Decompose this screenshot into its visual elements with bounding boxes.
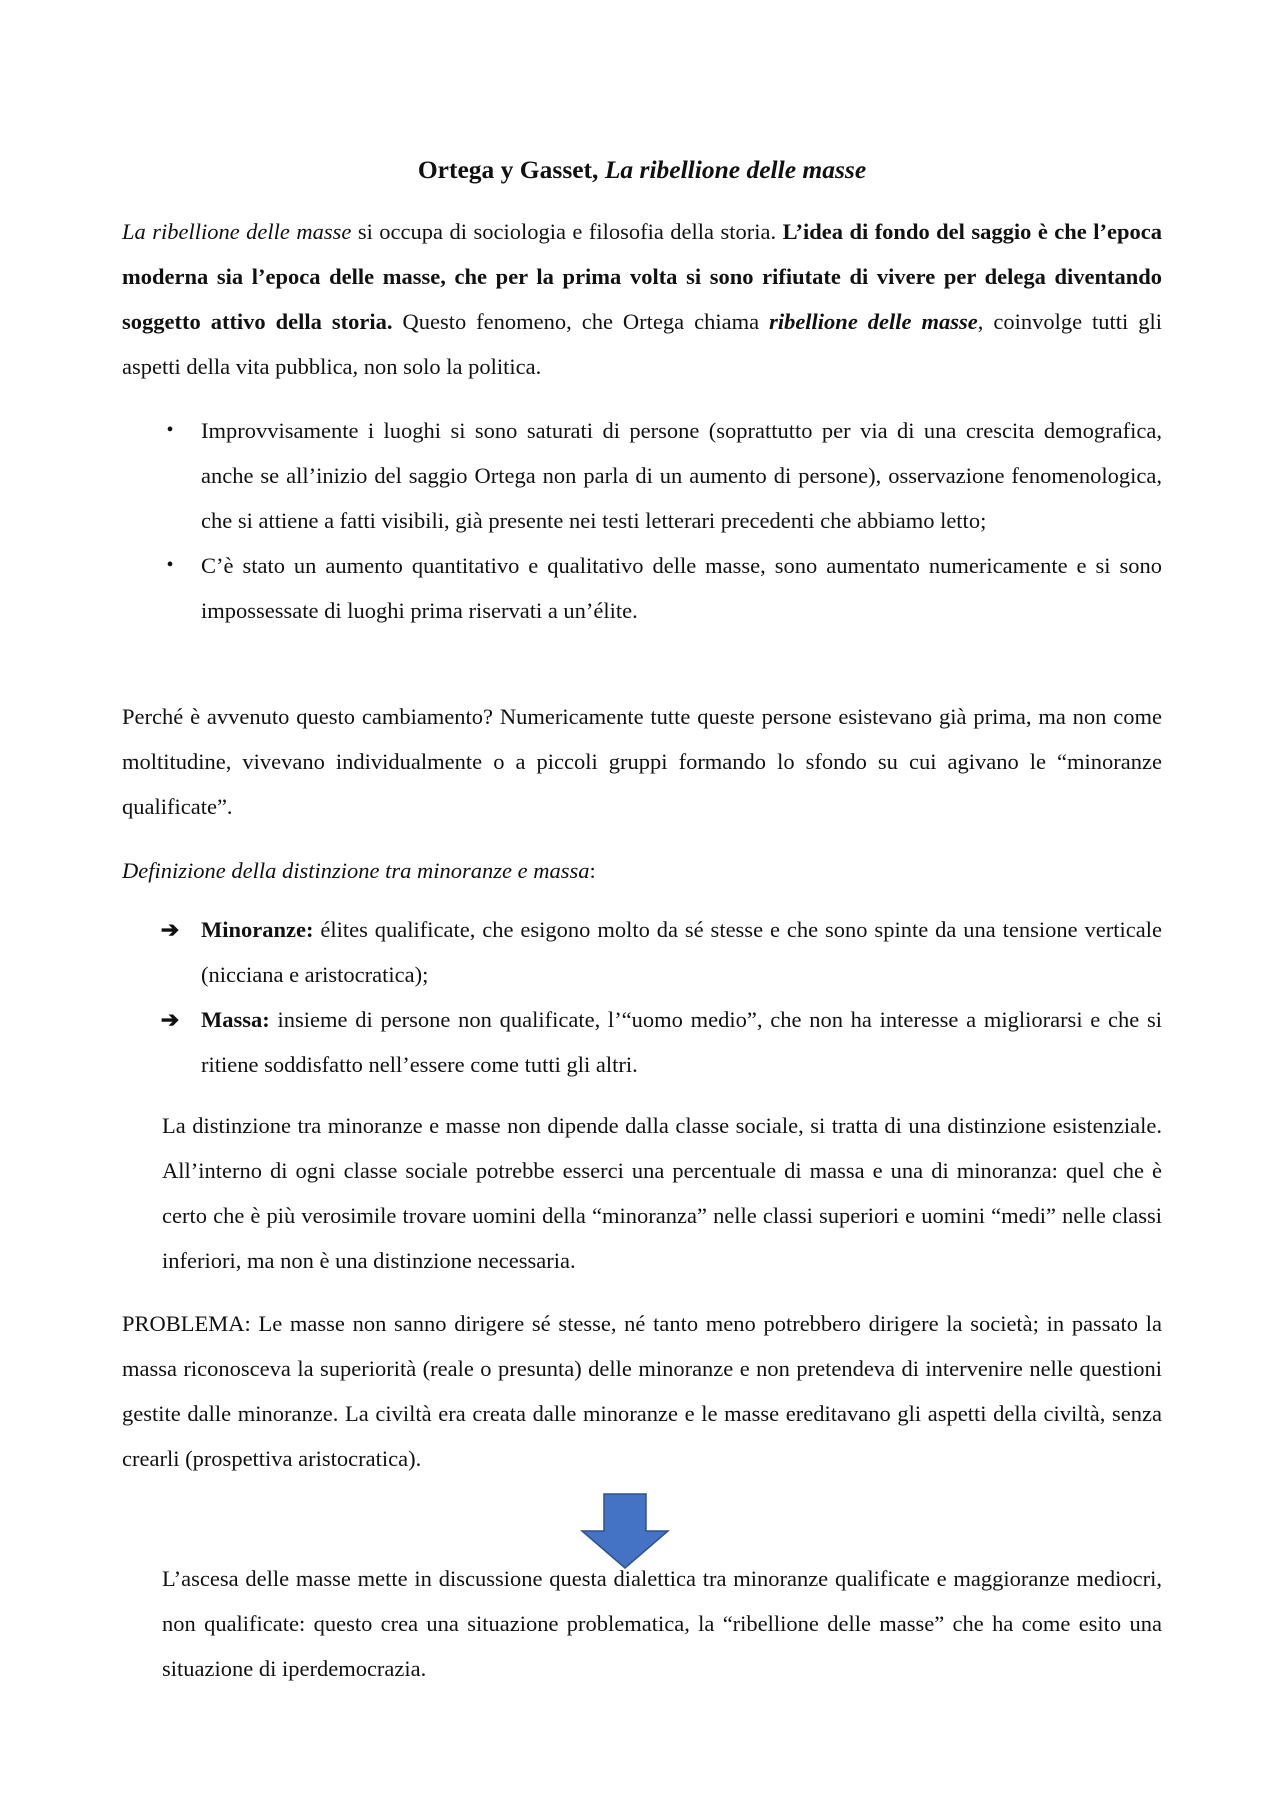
- arrow-marker-icon: ➔: [160, 917, 180, 942]
- bullet-list: [122, 408, 1162, 633]
- arrow-item-term: Massa:: [201, 1007, 270, 1032]
- title-author: Ortega y Gasset,: [417, 155, 599, 184]
- list-item: [122, 543, 1162, 633]
- arrow-item-text: insieme di persone non qualificate, l’“uomo medio”, che non ha interesse a migliorarsi e che si ritiene soddisfatto nell’essere come tutti gli altri.: [201, 1007, 1162, 1077]
- conclusion-paragraph: L’ascesa delle masse mette in discussione questa dialettica tra minoranze qualificate e maggioranze mediocri, non qualificate: questo crea una situazione problematica, la “ribellione delle masse” che ha come esito una situazione di iperdemocrazia.: [162, 1566, 1162, 1681]
- bullet-marker: •: [166, 419, 174, 441]
- bullet-text: C’è stato un aumento quantitativo e qualitativo delle masse, sono aumentato numericamente e si sono impossessate di luoghi prima riservati a un’élite.: [201, 553, 1162, 623]
- arrow-item-text: élites qualificate, che esigono molto da sé stesse e che sono spinte da una tensione verticale (nicciana e aristocratica);: [201, 917, 1162, 987]
- intro-text-1: si occupa di sociologia e filosofia della storia.: [351, 219, 783, 244]
- list-item: [122, 907, 1162, 997]
- list-item: [122, 997, 1162, 1087]
- intro-paragraph: [122, 209, 1162, 389]
- definition-label: Definizione della distinzione tra minoranze e massa: [122, 858, 590, 883]
- problem-paragraph: PROBLEMA: Le masse non sanno dirigere sé stesse, né tanto meno potrebbero dirigere la società; in passato la massa riconosceva la superiorità (reale o presunta) delle minoranze e non pretendeva di intervenire nelle questioni gestite dalle minoranze. La civiltà era creata dalle minoranze e le masse ereditavano gli aspetti della civiltà, senza crearli (prospettiva aristocratica).: [122, 1311, 1162, 1471]
- arrow-item-term: Minoranze:: [201, 917, 314, 942]
- bullet-marker: •: [166, 554, 174, 576]
- arrow-list: [122, 907, 1162, 1087]
- arrow-marker-icon: ➔: [160, 1007, 180, 1032]
- bullet-text: Improvvisamente i luoghi si sono saturati di persone (soprattutto per via di una crescita demografica, anche se all’inizio del saggio Ortega non parla di un aumento di persone), osservazione fenomenologica, che si attiene a fatti visibili, già presente nei testi letterari precedenti che abbiamo letto;: [201, 418, 1162, 533]
- definition-colon: :: [589, 858, 596, 883]
- definition-heading: [122, 848, 1162, 893]
- intro-bold-thesis: L’idea di fondo del saggio è che l’epoca moderna sia l’epoca delle masse, che per la prima volta si sono rifiutate di vivere per delega diventando soggetto attivo della storia.: [122, 219, 1162, 334]
- title-work: La ribellione delle masse: [604, 155, 867, 184]
- why-paragraph: Perché è avvenuto questo cambiamento? Numericamente tutte queste persone esistevano già prima, ma non come moltitudine, vivevano individualmente o a piccoli gruppi formando lo sfondo su cui agivano le “minoranze qualificate”.: [122, 704, 1162, 819]
- distinction-paragraph: La distinzione tra minoranze e masse non dipende dalla classe sociale, si tratta di una distinzione esistenziale. All’interno di ogni classe sociale potrebbe esserci una percentuale di massa e una di minoranza: quel che è certo che è più verosimile trovare uomini della “minoranza” nelle classi superiori e uomini “medi” nelle classi inferiori, ma non è una distinzione necessaria.: [162, 1113, 1162, 1273]
- intro-bold-italic-term: ribellione delle masse: [769, 309, 978, 334]
- page-title: [122, 152, 1162, 188]
- intro-text-2: Questo fenomeno, che Ortega chiama: [392, 309, 770, 334]
- intro-italic-title: La ribellione delle masse: [122, 219, 352, 244]
- list-item: [122, 408, 1162, 543]
- intro-text-3: , coinvolge tutti gli aspetti della vita pubblica, non solo la politica.: [122, 309, 1162, 379]
